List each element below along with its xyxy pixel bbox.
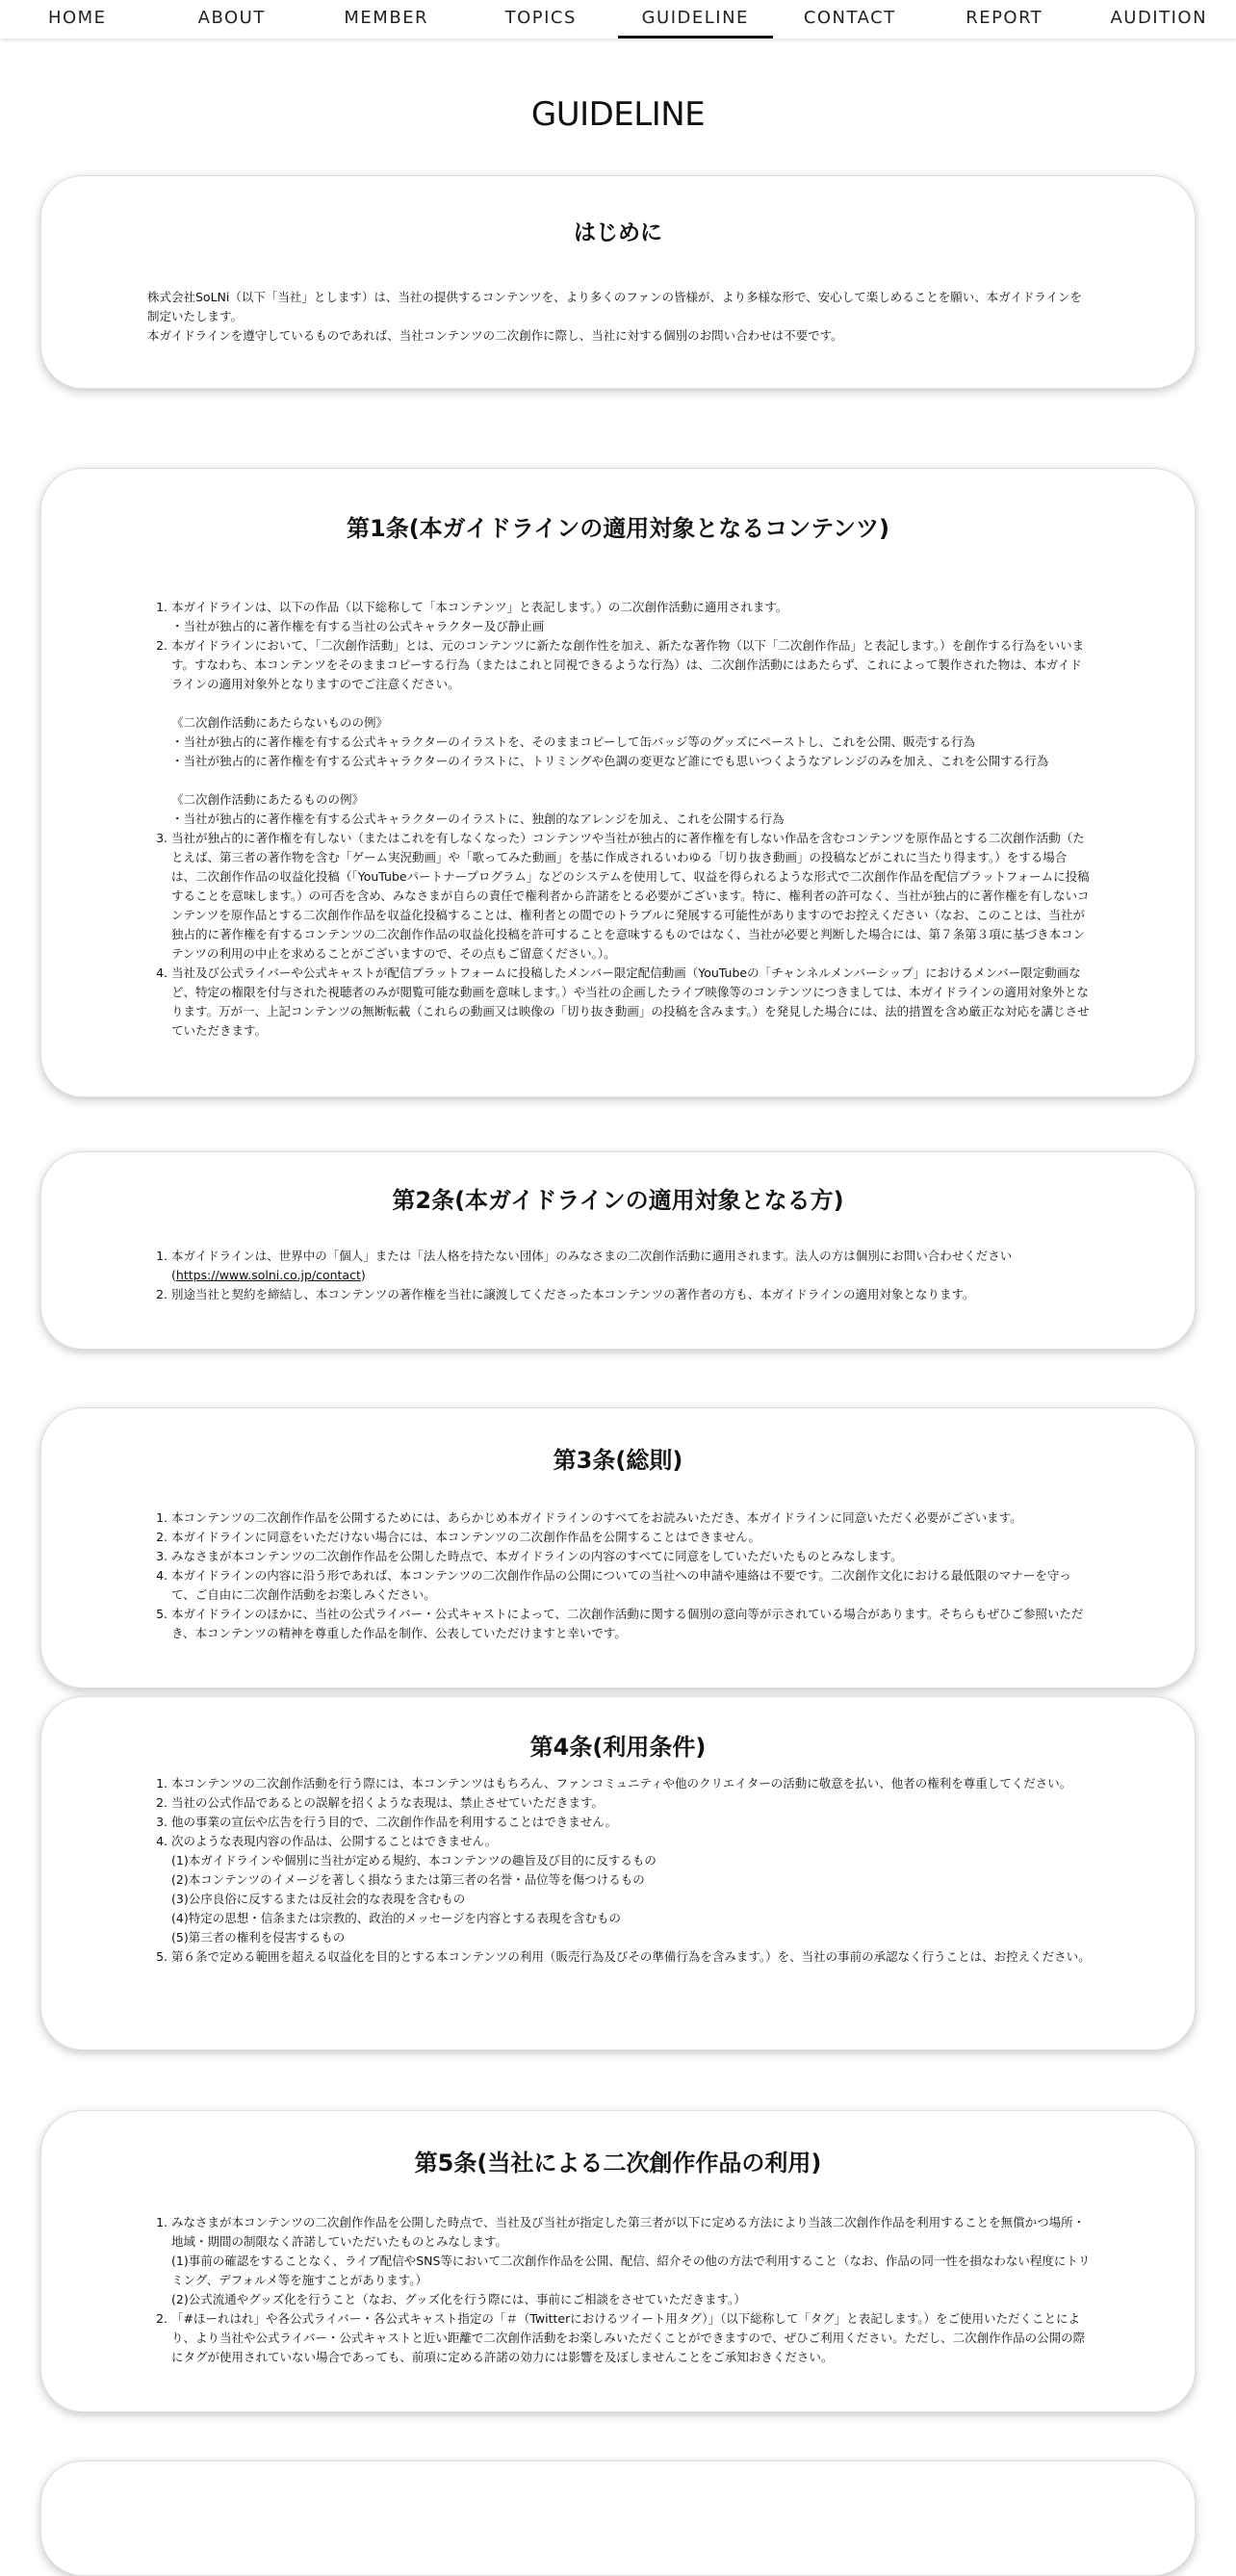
article3-title: 第3条(総則)	[41, 1441, 1195, 1475]
intro-card	[40, 175, 1196, 389]
sub-item: (1)本ガイドラインや個別に当社が定める規約、本コンテンツの趣旨及び目的に反するもの	[171, 1851, 1091, 1870]
sub-item: (2)本コンテンツのイメージを著しく損なうまたは第三者の名誉・品位等を傷つけるもの	[171, 1870, 1091, 1890]
list-item: 2. 別途当社と契約を締結し、本コンテンツの著作権を当社に譲渡してくださった本コンテンツの著作者の方も、本ガイドラインの適用対象となります。	[171, 1285, 1091, 1304]
contact-link[interactable]: https://www.solni.co.jp/contact	[176, 1268, 361, 1282]
example-heading: 《二次創作活動にあたらないものの例》	[171, 713, 1091, 733]
sub-item: (2)公式流通やグッズ化を行うこと（なお、グッズ化を行う際には、事前にご相談をさせていただきます。）	[171, 2290, 1091, 2309]
list-item: 2. 「#ほーれはれ」や各公式ライバー・各公式キャスト指定の「＃（Twitterにおけるツイート用タグ）」（以下総称して「タグ」と表記します。）をご使用いただくことにより、より当社や公式ライバー・公式キャストと近い距離で二次創作活動をお楽しみいただくことができますので、ぜひご利用ください。ただし、二次創作作品の公開の際にタグが使用されていない場合であっても、前項に定める許諾の効力には影響を及ぼしませんことをご承知おきください。	[171, 2309, 1091, 2367]
article4-title: 第4条(利用条件)	[41, 1728, 1195, 1762]
article5-card	[40, 2110, 1196, 2412]
article3-card	[40, 1407, 1196, 1688]
article1-body	[147, 598, 1091, 1041]
sub-item: (3)公序良俗に反するまたは反社会的な表現を含むもの	[171, 1890, 1091, 1909]
article1-card	[40, 468, 1196, 1097]
intro-paragraph: 株式会社SoLNi（以下「当社」とします）は、当社の提供するコンテンツを、より多くのファンの皆様が、より多様な形で、安心して楽しめることを願い、本ガイドラインを制定いたします。	[147, 288, 1091, 326]
list-item: 2. 本ガイドラインに同意をいただけない場合には、本コンテンツの二次創作作品を公開することはできません。	[171, 1528, 1091, 1547]
list-item: 3. 他の事業の宣伝や広告を行う目的で、二次創作作品を利用することはできません。	[171, 1813, 1091, 1832]
nav-contact[interactable]: CONTACT	[773, 0, 928, 39]
example-item: ・当社が独占的に著作権を有する公式キャラクターのイラストを、そのままコピーして缶バッジ等のグッズにペーストし、これを公開、販売する行為	[171, 733, 1091, 752]
list-item: 5. 第６条で定める範囲を超える収益化を目的とする本コンテンツの利用（販売行為及びその準備行為を含みます。）を、当社の事前の承認なく行うことは、お控えください。	[171, 1947, 1091, 1967]
nav-about[interactable]: ABOUT	[155, 0, 310, 39]
nav-guideline[interactable]: GUIDELINE	[618, 0, 773, 39]
top-navigation	[0, 0, 1236, 39]
list-item	[171, 598, 1091, 636]
list-item-sub: ・当社が独占的に著作権を有する当社の公式キャラクター及び静止画	[171, 617, 1091, 636]
next-card	[40, 2460, 1196, 2576]
article2-body	[147, 1247, 1091, 1304]
example-item: ・当社が独占的に著作権を有する公式キャラクターのイラストに、トリミングや色調の変更など誰にでも思いつくようなアレンジのみを加え、これを公開する行為	[171, 752, 1091, 771]
list-item	[171, 1832, 1091, 1947]
article3-body	[147, 1508, 1091, 1643]
list-item: 3. みなさまが本コンテンツの二次創作作品を公開した時点で、本ガイドラインの内容のすべてに同意をしていただいたものとみなします。	[171, 1547, 1091, 1566]
list-item	[171, 636, 1091, 829]
list-item: 1. 本ガイドラインは、世界中の「個人」または「法人格を持たない団体」のみなさまの二次創作活動に適用されます。法人の方は個別にお問い合わせください (https://www.solni.co.jp/contact)	[171, 1247, 1091, 1285]
intro-title: はじめに	[41, 215, 1195, 246]
nav-member[interactable]: MEMBER	[309, 0, 464, 39]
example-heading: 《二次創作活動にあたるものの例》	[171, 790, 1091, 810]
sub-item: (1)事前の確認をすることなく、ライブ配信やSNS等において二次創作作品を公開、配信、紹介その他の方法で利用すること（なお、作品の同一性を損なわない程度にトリミング、デフォルメ等を施すことがあります。）	[171, 2252, 1091, 2290]
list-item: 4. 本ガイドラインの内容に沿う形であれば、本コンテンツの二次創作作品の公開についての当社への申請や連絡は不要です。二次創作文化における最低限のマナーを守って、ご自由に二次創作活動をお楽しみください。	[171, 1566, 1091, 1605]
list-item	[171, 2213, 1091, 2309]
list-item-text: 本ガイドラインは、世界中の「個人」または「法人格を持たない団体」のみなさまの二次創作活動に適用されます。法人の方は個別にお問い合わせください	[171, 1249, 1012, 1263]
nav-audition[interactable]: AUDITION	[1082, 0, 1236, 39]
list-item: 1. 本コンテンツの二次創作活動を行う際には、本コンテンツはもちろん、ファンコミュニティや他のクリエイターの活動に敬意を払い、他者の権利を尊重してください。	[171, 1774, 1091, 1793]
nav-topics[interactable]: TOPICS	[464, 0, 619, 39]
intro-paragraph: 本ガイドラインを遵守しているものであれば、当社コンテンツの二次創作に際し、当社に対する個別のお問い合わせは不要です。	[147, 326, 1091, 346]
sub-item: (4)特定の思想・信条または宗教的、政治的メッセージを内容とする表現を含むもの	[171, 1909, 1091, 1928]
list-item-text: みなさまが本コンテンツの二次創作作品を公開した時点で、当社及び当社が指定した第三者が以下に定める方法により当該二次創作作品を利用することを無償かつ場所・地域・期間の制限なく許諾していただいたものとみなします。	[171, 2215, 1085, 2249]
article2-card	[40, 1151, 1196, 1350]
list-item-text: 本ガイドラインにおいて、「二次創作活動」とは、元のコンテンツに新たな創作性を加え、新たな著作物（以下「二次創作作品」と表記します。）を創作する行為をいいます。すなわち、本コンテンツをそのままコピーする行為（またはこれと同視できるような行為）は、二次創作活動にはあたらず、これによって製作された物は、本ガイドラインの適用対象外となりますのでご注意ください。	[171, 638, 1084, 691]
nav-report[interactable]: REPORT	[927, 0, 1082, 39]
list-item: 1. 本コンテンツの二次創作作品を公開するためには、あらかじめ本ガイドラインのすべてをお読みいただき、本ガイドラインに同意いただく必要がございます。	[171, 1508, 1091, 1528]
nav-home[interactable]: HOME	[0, 0, 155, 39]
list-item-text: 本ガイドラインは、以下の作品（以下総称して「本コンテンツ」と表記します。）の二次創作活動に適用されます。	[171, 600, 787, 614]
sub-item: (5)第三者の権利を侵害するもの	[171, 1928, 1091, 1947]
example-item: ・当社が独占的に著作権を有する公式キャラクターのイラストに、独創的なアレンジを加え、これを公開する行為	[171, 810, 1091, 829]
page-title: GUIDELINE	[0, 95, 1236, 134]
article5-body	[147, 2213, 1091, 2367]
list-item: 5. 本ガイドラインのほかに、当社の公式ライバー・公式キャストによって、二次創作活動に関する個別の意向等が示されている場合があります。そちらもぜひご参照いただき、本コンテンツの精神を尊重した作品を制作、公表していただけますと幸いです。	[171, 1605, 1091, 1643]
article2-title: 第2条(本ガイドラインの適用対象となる方)	[41, 1181, 1195, 1215]
list-item: 3. 当社が独占的に著作権を有しない（またはこれを有しなくなった）コンテンツや当社が独占的に著作権を有しない作品を含むコンテンツを原作品とする二次創作活動（たとえば、第三者の著作物を含む「ゲーム実況動画」や「歌ってみた動画」を基に作成されるいわゆる「切り抜き動画」の投稿などがこれに当たり得ます。）をする場合は、二次創作作品の収益化投稿（「YouTubeパートナープログラム」などのシステムを使用して、収益を得られるような形式で二次創作作品を配信プラットフォームに投稿することを意味します。）の可否を含め、みなさまが自らの責任で権利者から許諾をとる必要がございます。特に、権利者の許可なく、当社が独占的に著作権を有しないコンテンツを原作品とする二次創作作品を収益化投稿することは、権利者との間でのトラブルに発展する可能性がありますのでお控えください（なお、このことは、当社が独占的に著作権を有するコンテンツの二次創作作品の収益化投稿を許可することを意味するものではなく、当社が必要と判断した場合には、第７条第３項に基づき本コンテンツの利用の中止を求めることがございますので、その点もご留意ください。）。	[171, 829, 1091, 964]
article4-card	[40, 1696, 1196, 2050]
list-item-text: 次のような表現内容の作品は、公開することはできません。	[171, 1834, 497, 1848]
list-item: 2. 当社の公式作品であるとの誤解を招くような表現は、禁止させていただきます。	[171, 1793, 1091, 1813]
article1-title: 第1条(本ガイドラインの適用対象となるコンテンツ)	[41, 509, 1195, 543]
nav-list	[0, 0, 1236, 39]
article5-title: 第5条(当社による二次創作作品の利用)	[41, 2144, 1195, 2177]
article4-body	[147, 1774, 1091, 1967]
intro-body	[147, 288, 1091, 346]
list-item: 4. 当社及び公式ライバーや公式キャストが配信プラットフォームに投稿したメンバー限定配信動画（YouTubeの「チャンネルメンバーシップ」におけるメンバー限定動画など、特定の権限を付与された視聴者のみが閲覧可能な動画を意味します。）や当社の企画したライブ映像等のコンテンツにつきましては、本ガイドラインの適用対象外となります。万が一、上記コンテンツの無断転載（これらの動画又は映像の「切り抜き動画」の投稿を含みます。）を発見した場合には、法的措置を含め厳正な対応を講じさせていただきます。	[171, 964, 1091, 1041]
